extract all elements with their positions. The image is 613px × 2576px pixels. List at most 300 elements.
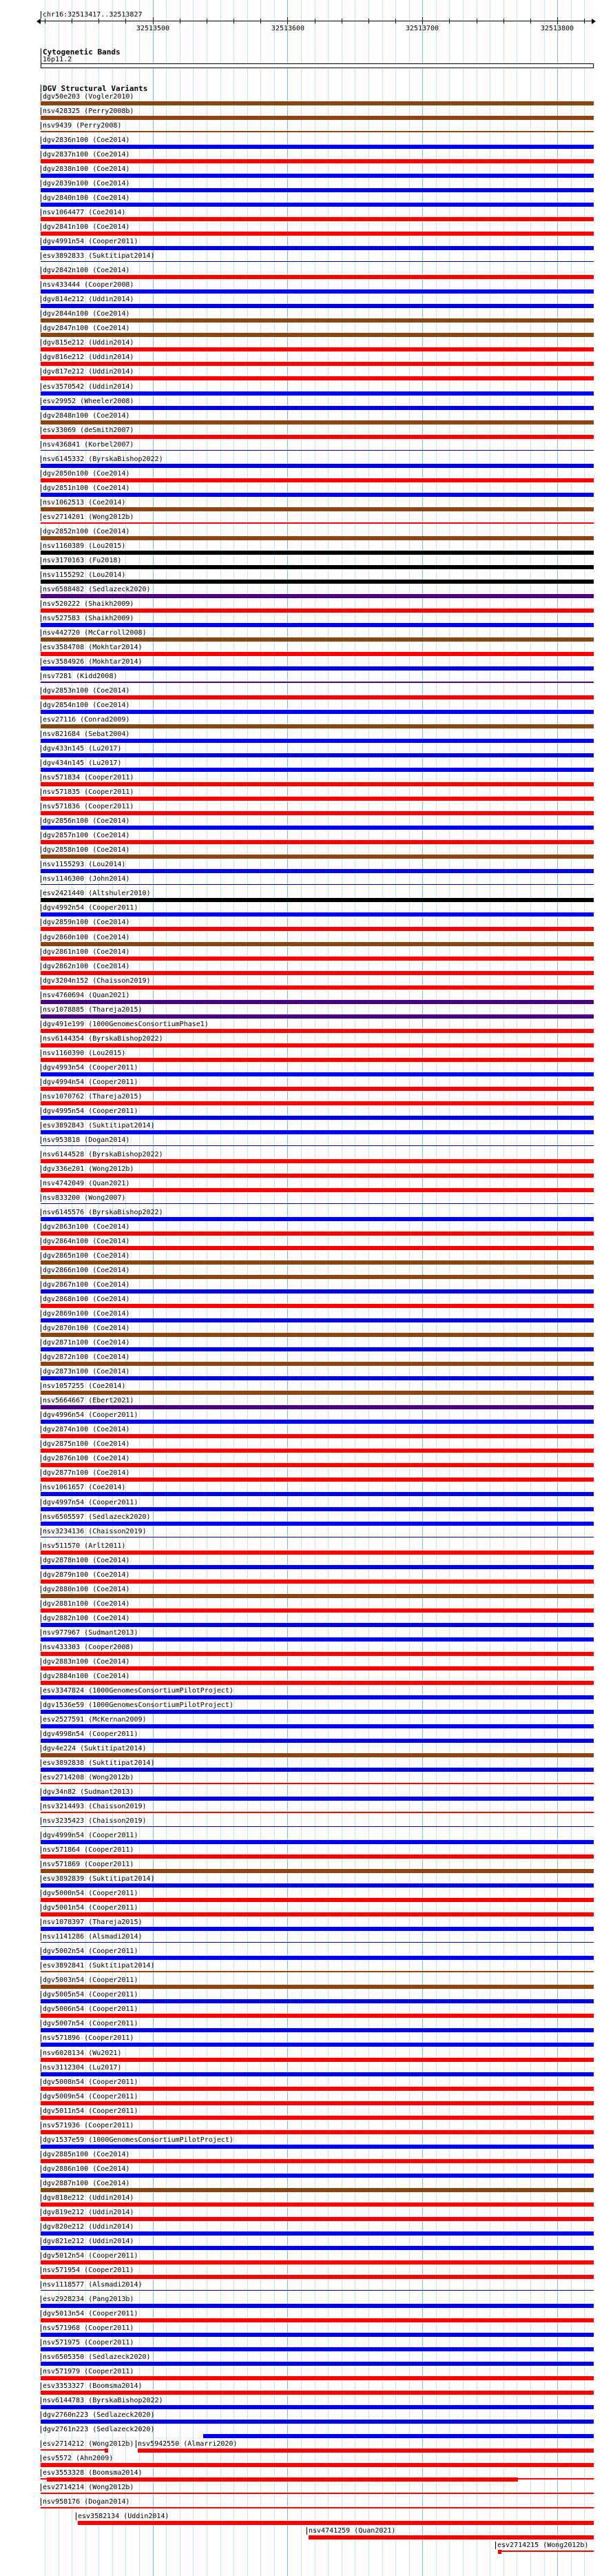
- variant-bar[interactable]: [41, 2290, 594, 2291]
- variant-label[interactable]: esv3582134 (Uddin2014): [76, 2513, 169, 2520]
- variant-bar[interactable]: [41, 1565, 594, 1569]
- variant-label[interactable]: nsv1061657 (Coe2014): [41, 1484, 125, 1491]
- variant-bar[interactable]: [41, 2159, 594, 2163]
- variant-label[interactable]: nsv571979 (Cooper2011): [41, 2368, 134, 2375]
- variant-bar[interactable]: [41, 1985, 594, 1989]
- variant-label[interactable]: nsv571835 (Cooper2011): [41, 788, 134, 796]
- variant-label[interactable]: nsv833200 (Wong2007): [41, 1194, 125, 1202]
- variant-bar[interactable]: [41, 2014, 594, 2018]
- variant-label[interactable]: esv2714214 (Wong2012b): [41, 2484, 134, 2491]
- variant-label[interactable]: dgv2857n100 (Coe2014): [41, 832, 129, 839]
- variant-bar[interactable]: [41, 1768, 594, 1772]
- variant-label[interactable]: dgv816e212 (Uddin2014): [41, 354, 134, 361]
- variant-bar[interactable]: [41, 2188, 594, 2192]
- variant-label[interactable]: nsv6144783 (ByrskaBishop2022): [41, 2397, 163, 2404]
- variant-label[interactable]: esv2714215 (Wong2012b): [495, 2542, 588, 2549]
- variant-bar[interactable]: [41, 1724, 594, 1728]
- variant-label[interactable]: dgv817e212 (Uddin2014): [41, 368, 134, 376]
- variant-label[interactable]: esv2928234 (Pang2013b): [41, 2296, 134, 2303]
- variant-label[interactable]: nsv1146300 (John2014): [41, 875, 129, 883]
- variant-bar[interactable]: [41, 2347, 594, 2351]
- variant-label[interactable]: nsv6144354 (ByrskaBishop2022): [41, 1035, 163, 1043]
- variant-bar[interactable]: [41, 2507, 594, 2508]
- variant-bar[interactable]: [41, 2391, 594, 2395]
- variant-bar[interactable]: [41, 275, 594, 279]
- variant-bar[interactable]: [41, 1739, 594, 1743]
- variant-label[interactable]: esv3892833 (Suktitipat2014): [41, 252, 155, 260]
- variant-bar[interactable]: [309, 2535, 594, 2539]
- variant-label[interactable]: dgv2887n100 (Coe2014): [41, 2180, 129, 2187]
- variant-bar[interactable]: [41, 2478, 47, 2480]
- variant-label[interactable]: dgv2873n100 (Coe2014): [41, 1368, 129, 1376]
- variant-bar[interactable]: [41, 2202, 594, 2207]
- variant-label[interactable]: dgv2870n100 (Coe2014): [41, 1325, 129, 1332]
- variant-label[interactable]: dgv2863n100 (Coe2014): [41, 1223, 129, 1231]
- variant-bar[interactable]: [41, 1999, 594, 2003]
- variant-bar[interactable]: [41, 1608, 594, 1613]
- variant-label[interactable]: nsv433444 (Cooper2008): [41, 281, 134, 289]
- variant-bar[interactable]: [41, 811, 594, 815]
- variant-label[interactable]: dgv2852n100 (Coe2014): [41, 528, 129, 535]
- variant-bar[interactable]: [41, 203, 594, 207]
- variant-label[interactable]: nsv3235423 (Chaisson2019): [41, 1817, 147, 1825]
- variant-bar[interactable]: [41, 1318, 594, 1322]
- variant-bar[interactable]: [41, 1912, 594, 1916]
- variant-label[interactable]: dgv2837n100 (Coe2014): [41, 151, 129, 159]
- variant-bar[interactable]: [41, 1289, 594, 1294]
- variant-label[interactable]: nsv5664667 (Ebert2021): [41, 1397, 134, 1404]
- variant-label[interactable]: nsv520222 (Shaikh2009): [41, 600, 134, 608]
- variant-label[interactable]: dgv2877n100 (Coe2014): [41, 1469, 129, 1477]
- variant-bar[interactable]: [41, 1666, 594, 1670]
- variant-bar[interactable]: [41, 159, 594, 163]
- variant-bar[interactable]: [41, 652, 594, 656]
- variant-label[interactable]: dgv4991n54 (Cooper2011): [41, 238, 138, 245]
- variant-bar[interactable]: [41, 2260, 594, 2265]
- variant-label[interactable]: nsv1062513 (Coe2014): [41, 499, 125, 507]
- variant-label[interactable]: nsv571968 (Cooper2011): [41, 2324, 134, 2332]
- variant-bar[interactable]: [41, 1956, 594, 1960]
- variant-bar[interactable]: [41, 1188, 594, 1192]
- variant-label[interactable]: dgv2881n100 (Coe2014): [41, 1600, 129, 1608]
- variant-label[interactable]: dgv491e199 (1000GenomesConsortiumPhase1): [41, 1021, 209, 1028]
- variant-label[interactable]: dgv2867n100 (Coe2014): [41, 1281, 129, 1289]
- variant-bar[interactable]: [41, 1463, 594, 1467]
- variant-bar[interactable]: [41, 1812, 594, 1813]
- variant-bar[interactable]: [41, 623, 594, 627]
- variant-label[interactable]: nsv3234136 (Chaisson2019): [41, 1528, 147, 1535]
- variant-bar[interactable]: [501, 2551, 594, 2552]
- variant-bar[interactable]: [41, 333, 594, 337]
- variant-label[interactable]: nsv1070762 (Thareja2015): [41, 1093, 143, 1101]
- variant-label[interactable]: dgv2859n100 (Coe2014): [41, 919, 129, 926]
- variant-bar[interactable]: [41, 2246, 594, 2250]
- variant-bar[interactable]: [41, 753, 594, 757]
- variant-label[interactable]: dgv4998n54 (Cooper2011): [41, 1730, 138, 1738]
- variant-bar[interactable]: [41, 985, 594, 990]
- variant-bar[interactable]: [41, 797, 594, 801]
- variant-bar[interactable]: [41, 2174, 594, 2178]
- variant-bar[interactable]: [41, 1217, 594, 1221]
- variant-label[interactable]: nsv3214493 (Chaisson2019): [41, 1803, 147, 1810]
- variant-bar[interactable]: [41, 927, 594, 931]
- variant-bar[interactable]: [41, 1376, 594, 1380]
- variant-label[interactable]: esv2714212 (Wong2012b): [41, 2440, 134, 2448]
- variant-bar[interactable]: [41, 971, 594, 975]
- variant-label[interactable]: dgv2851n100 (Coe2014): [41, 484, 129, 492]
- variant-label[interactable]: dgv2856n100 (Coe2014): [41, 817, 129, 825]
- variant-label[interactable]: nsv571869 (Cooper2011): [41, 1861, 134, 1868]
- variant-label[interactable]: esv3347824 (1000GenomesConsortiumPilotProject): [41, 1687, 233, 1695]
- variant-label[interactable]: esv3584708 (Mokhtar2014): [41, 644, 143, 651]
- variant-label[interactable]: nsv958176 (Dogan2014): [41, 2498, 129, 2506]
- variant-bar[interactable]: [41, 1826, 594, 1827]
- variant-bar[interactable]: [41, 1174, 594, 1178]
- variant-bar[interactable]: [41, 391, 594, 396]
- variant-bar[interactable]: [41, 1304, 594, 1308]
- variant-label[interactable]: nsv6505350 (Sedlazeck2020): [41, 2353, 151, 2361]
- variant-label[interactable]: nsv433303 (Cooper2008): [41, 1644, 134, 1651]
- variant-bar[interactable]: [41, 1231, 594, 1236]
- variant-bar[interactable]: [41, 2420, 594, 2424]
- variant-label[interactable]: esv3353327 (Boomsma2014): [41, 2382, 143, 2390]
- variant-bar[interactable]: [41, 406, 594, 410]
- variant-bar[interactable]: [41, 1420, 594, 1424]
- variant-bar[interactable]: [41, 724, 594, 728]
- variant-bar[interactable]: [41, 1246, 594, 1250]
- variant-bar[interactable]: [41, 2043, 594, 2047]
- variant-bar[interactable]: [41, 1449, 594, 1453]
- variant-label[interactable]: nsv5942550 (Almarri2020): [136, 2440, 238, 2448]
- variant-bar[interactable]: [41, 1159, 594, 1163]
- variant-label[interactable]: dgv2876n100 (Coe2014): [41, 1455, 129, 1462]
- variant-bar[interactable]: [41, 1058, 594, 1062]
- variant-label[interactable]: esv3892838 (Suktitipat2014): [41, 1759, 155, 1767]
- variant-bar[interactable]: [41, 1652, 594, 1656]
- variant-bar[interactable]: [41, 1029, 594, 1033]
- variant-bar[interactable]: [41, 898, 594, 902]
- variant-bar[interactable]: [41, 2405, 594, 2409]
- variant-label[interactable]: dgv434n145 (Lu2017): [41, 759, 121, 767]
- variant-label[interactable]: dgv1536e59 (1000GenomesConsortiumPilotProject): [41, 1701, 233, 1709]
- variant-bar[interactable]: [41, 1347, 594, 1351]
- variant-label[interactable]: dgv2850n100 (Coe2014): [41, 470, 129, 478]
- variant-label[interactable]: dgv2847n100 (Coe2014): [41, 325, 129, 332]
- variant-bar[interactable]: [41, 1623, 594, 1627]
- variant-bar[interactable]: [41, 710, 594, 714]
- variant-bar[interactable]: [41, 1492, 594, 1496]
- variant-label[interactable]: nsv1160389 (Lou2015): [41, 542, 125, 550]
- variant-bar[interactable]: [41, 420, 594, 425]
- variant-bar[interactable]: [41, 826, 594, 830]
- variant-label[interactable]: nsv6145576 (ByrskaBishop2022): [41, 1209, 163, 1216]
- variant-bar[interactable]: [41, 2318, 594, 2322]
- variant-label[interactable]: dgv2883n100 (Coe2014): [41, 1658, 129, 1666]
- variant-bar[interactable]: [41, 1130, 594, 1134]
- variant-label[interactable]: dgv2869n100 (Coe2014): [41, 1310, 129, 1318]
- variant-label[interactable]: esv3570542 (Uddin2014): [41, 383, 134, 391]
- variant-label[interactable]: dgv2853n100 (Coe2014): [41, 687, 129, 695]
- variant-label[interactable]: nsv1078885 (Thareja2015): [41, 1006, 143, 1014]
- variant-bar[interactable]: [41, 1883, 594, 1888]
- variant-bar[interactable]: [41, 362, 594, 366]
- variant-bar[interactable]: [41, 609, 594, 613]
- variant-label[interactable]: dgv2874n100 (Coe2014): [41, 1426, 129, 1433]
- variant-label[interactable]: dgv4993n54 (Cooper2011): [41, 1064, 138, 1072]
- variant-bar[interactable]: [41, 435, 594, 439]
- variant-label[interactable]: dgv2868n100 (Coe2014): [41, 1296, 129, 1303]
- variant-bar[interactable]: [41, 1797, 594, 1801]
- variant-bar[interactable]: [41, 1551, 594, 1555]
- variant-bar[interactable]: [41, 1405, 594, 1409]
- variant-bar[interactable]: [41, 869, 594, 873]
- variant-label[interactable]: nsv3170163 (Fu2018): [41, 557, 121, 564]
- variant-label[interactable]: dgv2836n100 (Coe2014): [41, 136, 129, 144]
- variant-label[interactable]: esv3892843 (Suktitipat2014): [41, 1122, 155, 1129]
- variant-bar[interactable]: [41, 695, 594, 699]
- variant-label[interactable]: esv3553328 (Boomsma2014): [41, 2469, 143, 2477]
- variant-label[interactable]: dgv2840n100 (Coe2014): [41, 194, 129, 202]
- variant-bar[interactable]: [41, 131, 594, 132]
- variant-bar[interactable]: [41, 2231, 594, 2236]
- variant-label[interactable]: dgv2885n100 (Coe2014): [41, 2151, 129, 2158]
- variant-bar[interactable]: [138, 2449, 594, 2453]
- variant-bar[interactable]: [41, 2130, 594, 2134]
- variant-bar[interactable]: [41, 1333, 594, 1337]
- variant-label[interactable]: nsv4741259 (Quan2021): [306, 2527, 395, 2535]
- variant-label[interactable]: nsv1155293 (Lou2014): [41, 861, 125, 868]
- variant-bar[interactable]: [518, 2478, 594, 2480]
- variant-bar[interactable]: [41, 2116, 594, 2120]
- variant-label[interactable]: esv2421440 (Altshuler2010): [41, 890, 151, 897]
- variant-bar[interactable]: [41, 2275, 594, 2279]
- variant-bar[interactable]: [41, 957, 594, 961]
- variant-bar[interactable]: [41, 1145, 594, 1146]
- variant-bar[interactable]: [41, 1840, 594, 1844]
- variant-label[interactable]: dgv4999n54 (Cooper2011): [41, 1832, 138, 1839]
- variant-label[interactable]: nsv6144528 (ByrskaBishop2022): [41, 1151, 163, 1158]
- variant-label[interactable]: esv3584926 (Mokhtar2014): [41, 658, 143, 666]
- variant-bar[interactable]: [41, 666, 594, 671]
- variant-label[interactable]: esv5572 (Ahn2009): [41, 2455, 113, 2462]
- variant-bar[interactable]: [41, 1101, 594, 1105]
- variant-label[interactable]: nsv1118577 (Alsmadi2014): [41, 2281, 143, 2289]
- variant-label[interactable]: dgv2841n100 (Coe2014): [41, 223, 129, 231]
- variant-label[interactable]: nsv571896 (Cooper2011): [41, 2034, 134, 2042]
- variant-bar[interactable]: [41, 2362, 594, 2366]
- variant-bar[interactable]: [41, 2101, 594, 2105]
- variant-label[interactable]: nsv1141286 (Alsmadi2014): [41, 1933, 143, 1941]
- variant-bar[interactable]: [41, 1927, 594, 1931]
- variant-bar[interactable]: [41, 536, 594, 540]
- variant-bar[interactable]: [41, 1391, 594, 1395]
- variant-bar[interactable]: [41, 2087, 594, 2091]
- variant-label[interactable]: nsv6028134 (Wu2021): [41, 2049, 121, 2057]
- variant-bar[interactable]: [41, 493, 594, 497]
- variant-bar[interactable]: [41, 1275, 594, 1279]
- variant-label[interactable]: dgv2858n100 (Coe2014): [41, 846, 129, 854]
- variant-label[interactable]: dgv4995n54 (Cooper2011): [41, 1107, 138, 1115]
- variant-bar[interactable]: [41, 1362, 594, 1366]
- variant-bar[interactable]: [41, 884, 594, 885]
- variant-label[interactable]: dgv2844n100 (Coe2014): [41, 310, 129, 318]
- variant-label[interactable]: dgv5011n54 (Cooper2011): [41, 2107, 138, 2115]
- variant-bar[interactable]: [41, 1507, 594, 1511]
- variant-label[interactable]: dgv2878n100 (Coe2014): [41, 1557, 129, 1564]
- variant-label[interactable]: dgv2842n100 (Coe2014): [41, 267, 129, 274]
- variant-bar[interactable]: [41, 594, 594, 598]
- variant-label[interactable]: nsv4742049 (Quan2021): [41, 1180, 129, 1187]
- variant-bar[interactable]: [41, 376, 594, 380]
- variant-label[interactable]: dgv2861n100 (Coe2014): [41, 948, 129, 956]
- variant-label[interactable]: dgv5008n54 (Cooper2011): [41, 2078, 138, 2086]
- variant-bar[interactable]: [41, 101, 594, 105]
- variant-bar[interactable]: [41, 1087, 594, 1091]
- variant-bar[interactable]: [41, 1695, 594, 1699]
- variant-label[interactable]: dgv2848n100 (Coe2014): [41, 412, 129, 420]
- variant-label[interactable]: nsv527583 (Shaikh2009): [41, 615, 134, 622]
- variant-label[interactable]: dgv2882n100 (Coe2014): [41, 1615, 129, 1622]
- variant-label[interactable]: nsv3112304 (Lu2017): [41, 2064, 121, 2072]
- variant-label[interactable]: dgv819e212 (Uddin2014): [41, 2209, 134, 2216]
- variant-bar[interactable]: [41, 1942, 594, 1943]
- variant-bar[interactable]: [41, 1434, 594, 1438]
- variant-label[interactable]: dgv5005n54 (Cooper2011): [41, 1991, 138, 1999]
- variant-label[interactable]: dgv814e212 (Uddin2014): [41, 296, 134, 303]
- variant-bar[interactable]: [41, 855, 594, 859]
- variant-label[interactable]: dgv4e224 (Suktitipat2014): [41, 1745, 147, 1752]
- variant-bar[interactable]: [41, 2376, 594, 2380]
- variant-bar[interactable]: [41, 2333, 594, 2337]
- variant-label[interactable]: esv2714201 (Wong2012b): [41, 513, 134, 521]
- cytoband-bar[interactable]: [41, 63, 594, 68]
- variant-label[interactable]: nsv977967 (Sudmant2013): [41, 1629, 138, 1637]
- variant-label[interactable]: nsv6588482 (Sedlazeck2020): [41, 586, 151, 593]
- variant-bar[interactable]: [41, 1854, 594, 1859]
- variant-label[interactable]: dgv2872n100 (Coe2014): [41, 1353, 129, 1361]
- variant-label[interactable]: nsv1155292 (Lou2014): [41, 571, 125, 579]
- variant-label[interactable]: nsv571975 (Cooper2011): [41, 2339, 134, 2347]
- variant-label[interactable]: esv29952 (Wheeler2008): [41, 398, 134, 405]
- variant-bar[interactable]: [41, 942, 594, 946]
- variant-label[interactable]: dgv5000n54 (Cooper2011): [41, 1890, 138, 1897]
- variant-label[interactable]: nsv821684 (Sebat2004): [41, 730, 129, 738]
- variant-bar[interactable]: [41, 1203, 594, 1204]
- variant-bar[interactable]: [41, 145, 594, 149]
- variant-bar[interactable]: [41, 2028, 594, 2032]
- variant-label[interactable]: dgv4994n54 (Cooper2011): [41, 1079, 138, 1086]
- variant-bar[interactable]: [41, 464, 594, 468]
- variant-label[interactable]: dgv3204n152 (Chaisson2019): [41, 977, 151, 985]
- variant-bar[interactable]: [41, 450, 594, 451]
- variant-bar[interactable]: [41, 1580, 594, 1584]
- variant-label[interactable]: nsv1160390 (Lou2015): [41, 1050, 125, 1057]
- variant-bar[interactable]: [41, 304, 594, 308]
- variant-bar[interactable]: [41, 2217, 594, 2221]
- variant-label[interactable]: dgv2838n100 (Coe2014): [41, 165, 129, 173]
- variant-label[interactable]: nsv571954 (Cooper2011): [41, 2267, 134, 2274]
- variant-label[interactable]: nsv6505597 (Sedlazeck2020): [41, 1513, 151, 1521]
- variant-bar[interactable]: [41, 565, 594, 569]
- variant-bar[interactable]: [41, 478, 594, 482]
- variant-label[interactable]: nsv1064477 (Coe2014): [41, 209, 125, 216]
- variant-bar[interactable]: [41, 912, 594, 917]
- variant-bar[interactable]: [41, 1783, 594, 1784]
- variant-bar[interactable]: [41, 246, 594, 250]
- variant-label[interactable]: esv2714208 (Wong2012b): [41, 1774, 134, 1781]
- variant-bar[interactable]: [41, 1594, 594, 1598]
- variant-label[interactable]: esv3892841 (Suktitipat2014): [41, 1962, 155, 1970]
- variant-bar[interactable]: [41, 1710, 594, 1714]
- variant-label[interactable]: dgv5012n54 (Cooper2011): [41, 2252, 138, 2260]
- variant-bar[interactable]: [41, 1869, 594, 1873]
- variant-label[interactable]: dgv2865n100 (Coe2014): [41, 1252, 129, 1260]
- variant-label[interactable]: dgv5002n54 (Cooper2011): [41, 1948, 138, 1955]
- variant-label[interactable]: nsv428325 (Perry2008b): [41, 108, 134, 115]
- variant-label[interactable]: nsv571836 (Cooper2011): [41, 803, 134, 810]
- variant-label[interactable]: nsv571864 (Cooper2011): [41, 1846, 134, 1854]
- variant-label[interactable]: dgv818e212 (Uddin2014): [41, 2194, 134, 2202]
- variant-bar[interactable]: [41, 2463, 594, 2467]
- variant-label[interactable]: esv27116 (Conrad2009): [41, 716, 129, 724]
- variant-bar[interactable]: [41, 232, 594, 236]
- variant-label[interactable]: dgv2866n100 (Coe2014): [41, 1267, 129, 1274]
- variant-bar[interactable]: [41, 217, 594, 221]
- variant-label[interactable]: nsv6145332 (ByrskaBishop2022): [41, 456, 163, 463]
- variant-label[interactable]: dgv2864n100 (Coe2014): [41, 1238, 129, 1245]
- variant-bar[interactable]: [41, 739, 594, 743]
- variant-label[interactable]: nsv1057255 (Coe2014): [41, 1382, 125, 1390]
- variant-label[interactable]: dgv2871n100 (Coe2014): [41, 1339, 129, 1347]
- variant-label[interactable]: dgv2886n100 (Coe2014): [41, 2165, 129, 2173]
- variant-label[interactable]: dgv4992n54 (Cooper2011): [41, 904, 138, 912]
- variant-label[interactable]: esv3892839 (Suktitipat2014): [41, 1875, 155, 1883]
- variant-bar[interactable]: [41, 551, 594, 555]
- variant-label[interactable]: dgv4997n54 (Cooper2011): [41, 1499, 138, 1506]
- variant-label[interactable]: nsv511570 (Arlt2011): [41, 1542, 125, 1550]
- variant-label[interactable]: dgv336e201 (Wong2012b): [41, 1165, 134, 1173]
- variant-label[interactable]: dgv5013n54 (Cooper2011): [41, 2310, 138, 2318]
- variant-bar[interactable]: [41, 1072, 594, 1076]
- variant-bar[interactable]: [41, 1898, 594, 1902]
- variant-label[interactable]: dgv815e212 (Uddin2014): [41, 339, 134, 347]
- variant-bar[interactable]: [41, 1522, 594, 1526]
- variant-bar[interactable]: [41, 1260, 594, 1265]
- variant-label[interactable]: dgv2860n100 (Coe2014): [41, 934, 129, 941]
- variant-bar[interactable]: [41, 2449, 105, 2451]
- variant-label[interactable]: esv33069 (deSmith2007): [41, 427, 134, 434]
- variant-bar[interactable]: [41, 1637, 594, 1642]
- variant-label[interactable]: nsv571936 (Cooper2011): [41, 2122, 134, 2129]
- variant-label[interactable]: dgv2884n100 (Coe2014): [41, 1673, 129, 1680]
- variant-label[interactable]: dgv2880n100 (Coe2014): [41, 1586, 129, 1593]
- variant-bar[interactable]: [41, 2072, 594, 2076]
- variant-label[interactable]: nsv4760694 (Quan2021): [41, 992, 129, 999]
- variant-label[interactable]: dgv2761n223 (Sedlazeck2020): [41, 2426, 155, 2433]
- variant-bar[interactable]: [41, 1971, 594, 1972]
- variant-bar[interactable]: [41, 1478, 594, 1482]
- variant-bar[interactable]: [41, 174, 594, 178]
- variant-label[interactable]: dgv5006n54 (Cooper2011): [41, 2005, 138, 2013]
- variant-bar[interactable]: [41, 507, 594, 511]
- variant-bar[interactable]: [41, 522, 594, 524]
- variant-label[interactable]: dgv2879n100 (Coe2014): [41, 1571, 129, 1579]
- variant-bar[interactable]: [41, 768, 594, 772]
- variant-bar[interactable]: [41, 840, 594, 844]
- variant-label[interactable]: dgv2760n223 (Sedlazeck2020): [41, 2411, 155, 2419]
- variant-label[interactable]: dgv5007n54 (Cooper2011): [41, 2020, 138, 2027]
- variant-bar[interactable]: [41, 2058, 594, 2062]
